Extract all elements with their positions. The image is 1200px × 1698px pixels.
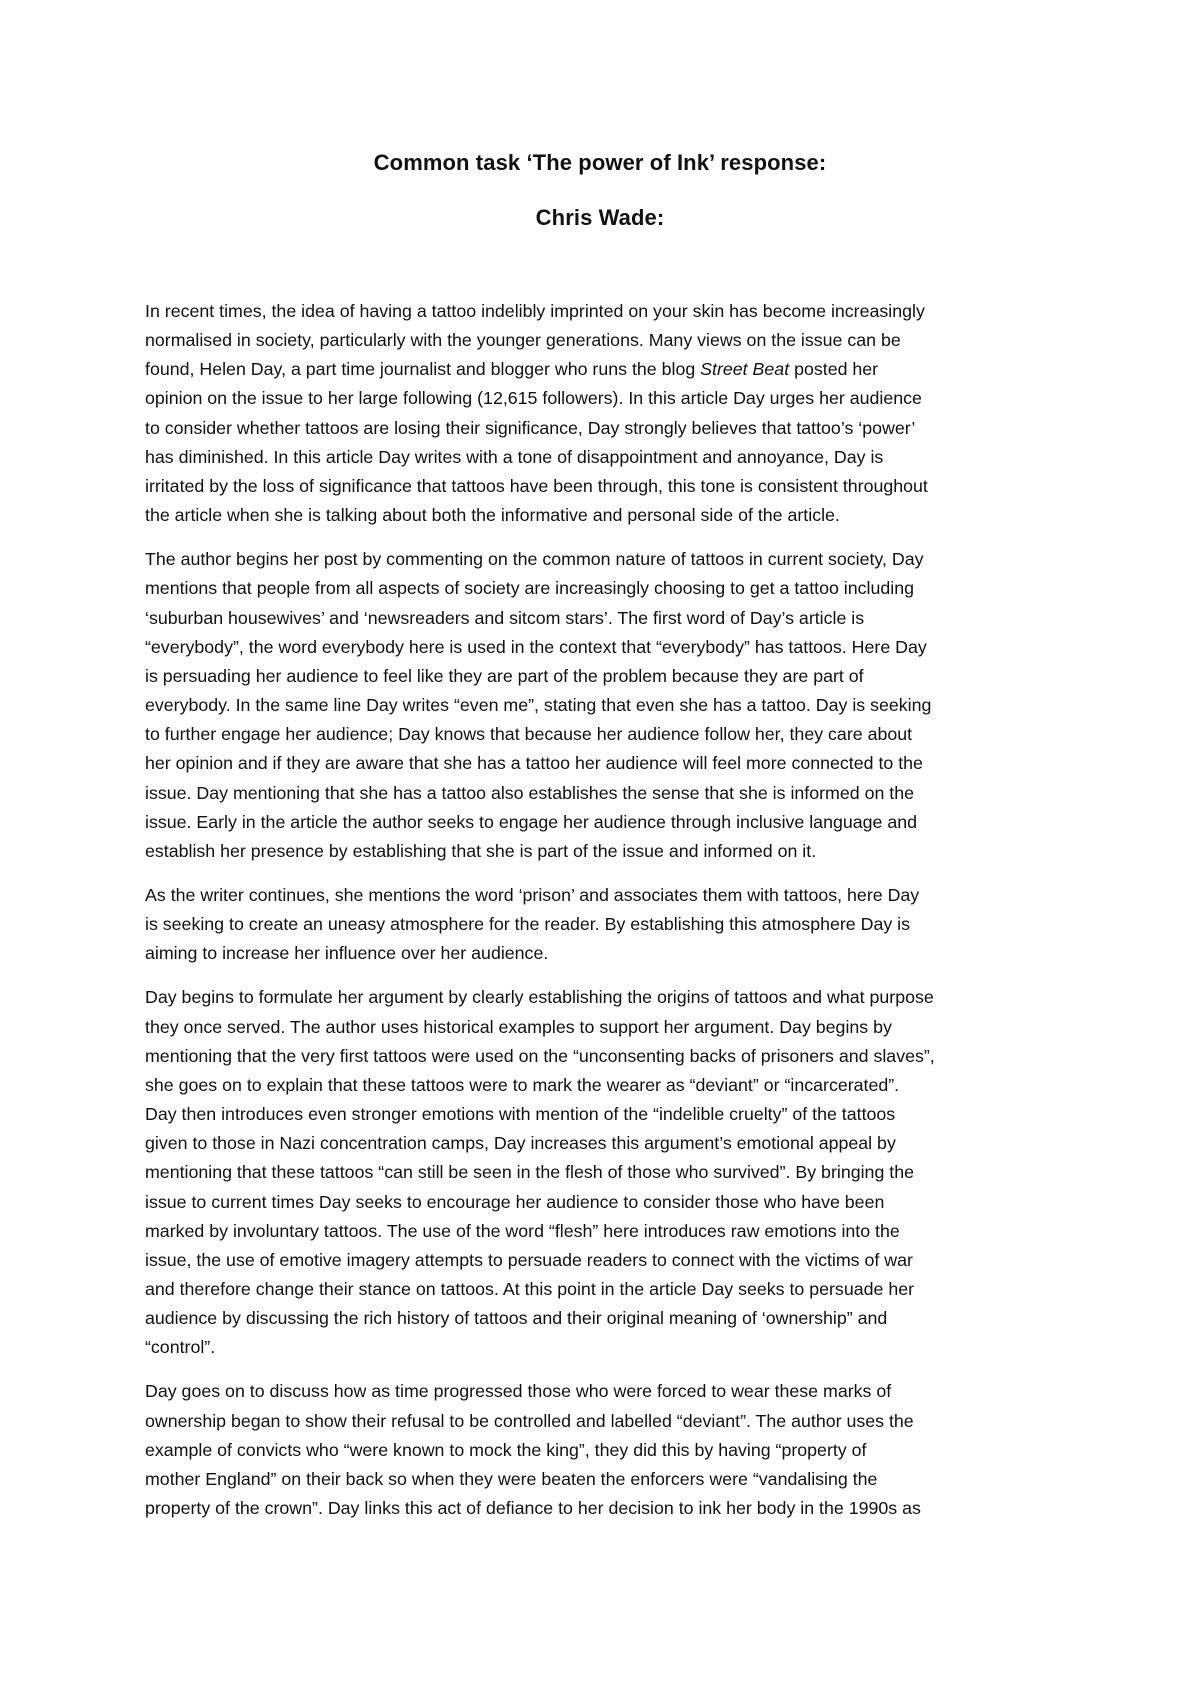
paragraph [145, 881, 1065, 968]
text-segment: is persuading her audience to feel like they are part of the problem because they are part of [145, 665, 864, 686]
text-line [145, 910, 1065, 939]
text-line [145, 633, 1065, 662]
document-body [145, 297, 1065, 1538]
text-line [145, 1494, 1065, 1523]
text-line [145, 574, 1065, 603]
text-segment: posted her [789, 359, 879, 380]
text-segment: issue to current times Day seeks to encourage her audience to consider those who have been [145, 1191, 885, 1212]
text-segment: mentioning that these tattoos “can still be seen in the flesh of those who survived”. By bringing the [145, 1162, 914, 1183]
text-segment: given to those in Nazi concentration camps, Day increases this argument’s emotional appeal by [145, 1133, 896, 1154]
text-segment: the article when she is talking about both the informative and personal side of the article. [145, 505, 840, 526]
text-line [145, 1407, 1065, 1436]
text-line [145, 1465, 1065, 1494]
text-segment: and therefore change their stance on tattoos. At this point in the article Day seeks to persuade her [145, 1279, 915, 1299]
text-segment: is seeking to create an uneasy atmosphere for the reader. By establishing this atmosphere Day is [145, 914, 911, 935]
text-line [145, 691, 1065, 720]
text-line [145, 384, 1065, 413]
text-segment: to further engage her audience; Day knows that because her audience follow her, they care about [145, 724, 913, 745]
text-segment: Day begins to formulate her argument by clearly establishing the origins of tattoos and what purpose [145, 987, 934, 1008]
text-line [145, 545, 1065, 574]
text-segment: “everybody”, the word everybody here is used in the context that “everybody” has tattoos. Here Day [145, 636, 927, 657]
text-segment: found, Helen Day, a part time journalist and blogger who runs the blog [145, 359, 701, 380]
text-line [145, 1129, 1065, 1158]
text-line [145, 1042, 1065, 1071]
text-line [145, 326, 1065, 355]
text-segment: mother England” on their back so when they were beaten the enforcers were “vandalising the [145, 1468, 878, 1489]
paragraph [145, 297, 1065, 530]
text-line [145, 837, 1065, 866]
text-segment: establish her presence by establishing that she is part of the issue and informed on it. [145, 840, 817, 861]
text-line [145, 1275, 1065, 1304]
text-segment: “control”. [145, 1337, 216, 1358]
document-title: Common task ‘The power of Ink’ response: [373, 150, 827, 175]
text-segment: has diminished. In this article Day writes with a tone of disappointment and annoyance, Day is [145, 446, 884, 467]
text-segment: issue. Early in the article the author seeks to engage her audience through inclusive language and [145, 811, 918, 832]
text-line [145, 472, 1065, 501]
text-line [145, 1246, 1065, 1275]
paragraph [145, 545, 1065, 866]
text-segment: In recent times, the idea of having a tattoo indelibly imprinted on your skin has become increasingly [145, 301, 925, 321]
text-segment: she goes on to explain that these tattoos were to mark the wearer as “deviant” or “incarcerated”. [145, 1074, 900, 1095]
paragraph [145, 983, 1065, 1362]
text-line [145, 1217, 1065, 1246]
text-line [145, 662, 1065, 691]
text-segment: they once served. The author uses historical examples to support her argument. Day begins by [145, 1016, 892, 1037]
text-line [145, 1377, 1065, 1406]
text-segment: ownership began to show their refusal to be controlled and labelled “deviant”. The author uses the [145, 1410, 914, 1431]
text-segment: ‘suburban housewives’ and ‘newsreaders and sitcom stars’. The first word of Day’s article is [145, 607, 865, 628]
text-segment: aiming to increase her influence over her audience. [145, 943, 549, 964]
text-line [145, 443, 1065, 472]
text-line [145, 355, 1065, 384]
text-line [145, 939, 1065, 968]
text-segment: audience by discussing the rich history of tattoos and their original meaning of ‘ownership” and [145, 1308, 888, 1329]
text-segment: As the writer continues, she mentions the word ‘prison’ and associates them with tattoos, here Day [145, 884, 920, 905]
text-segment: Day goes on to discuss how as time progressed those who were forced to wear these marks of [145, 1381, 892, 1402]
text-line [145, 779, 1065, 808]
text-line [145, 1333, 1065, 1362]
text-segment: marked by involuntary tattoos. The use of the word “flesh” here introduces raw emotions into the [145, 1220, 900, 1241]
text-segment: everybody. In the same line Day writes “even me”, stating that even she has a tattoo. Day is seeking [145, 695, 932, 716]
italic-blog-name: Street Beat [700, 359, 790, 380]
text-line [145, 1100, 1065, 1129]
text-line [145, 501, 1065, 530]
text-segment: irritated by the loss of significance that tattoos have been through, this tone is consistent throughout [145, 475, 928, 496]
text-line [145, 1188, 1065, 1217]
text-segment: to consider whether tattoos are losing their significance, Day strongly believes that tattoo’s ‘power’ [145, 417, 916, 438]
text-line [145, 1158, 1065, 1187]
text-segment: Day then introduces even stronger emotions with mention of the “indelible cruelty” of the tattoos [145, 1104, 896, 1125]
text-line [145, 1071, 1065, 1100]
text-segment: The author begins her post by commenting on the common nature of tattoos in current society, Day [145, 549, 924, 570]
text-segment: issue, the use of emotive imagery attempts to persuade readers to connect with the victims of war [145, 1249, 913, 1270]
text-line [145, 808, 1065, 837]
text-line [145, 1304, 1065, 1333]
text-line [145, 1436, 1065, 1465]
text-line [145, 604, 1065, 633]
text-line [145, 297, 1065, 326]
text-line [145, 749, 1065, 778]
text-segment: property of the crown”. Day links this act of defiance to her decision to ink her body in the 1990s as [145, 1498, 921, 1519]
text-segment: mentions that people from all aspects of society are increasingly choosing to get a tattoo including [145, 578, 914, 599]
text-segment: her opinion and if they are aware that she has a tattoo her audience will feel more connected to the [145, 753, 923, 774]
text-segment: issue. Day mentioning that she has a tattoo also establishes the sense that she is informed on the [145, 782, 915, 803]
text-line [145, 881, 1065, 910]
text-segment: normalised in society, particularly with the younger generations. Many views on the issue can be [145, 330, 901, 351]
text-segment: mentioning that the very first tattoos were used on the “unconsenting backs of prisoners and slaves”, [145, 1045, 935, 1066]
text-line [145, 983, 1065, 1012]
text-line [145, 414, 1065, 443]
document-author: Chris Wade: [535, 205, 665, 230]
text-line [145, 1013, 1065, 1042]
text-segment: opinion on the issue to her large following (12,615 followers). In this article Day urges her audience [145, 388, 922, 409]
text-segment: example of convicts who “were known to mock the king”, they did this by having “property of [145, 1439, 867, 1460]
paragraph [145, 1377, 1065, 1523]
text-line [145, 720, 1065, 749]
